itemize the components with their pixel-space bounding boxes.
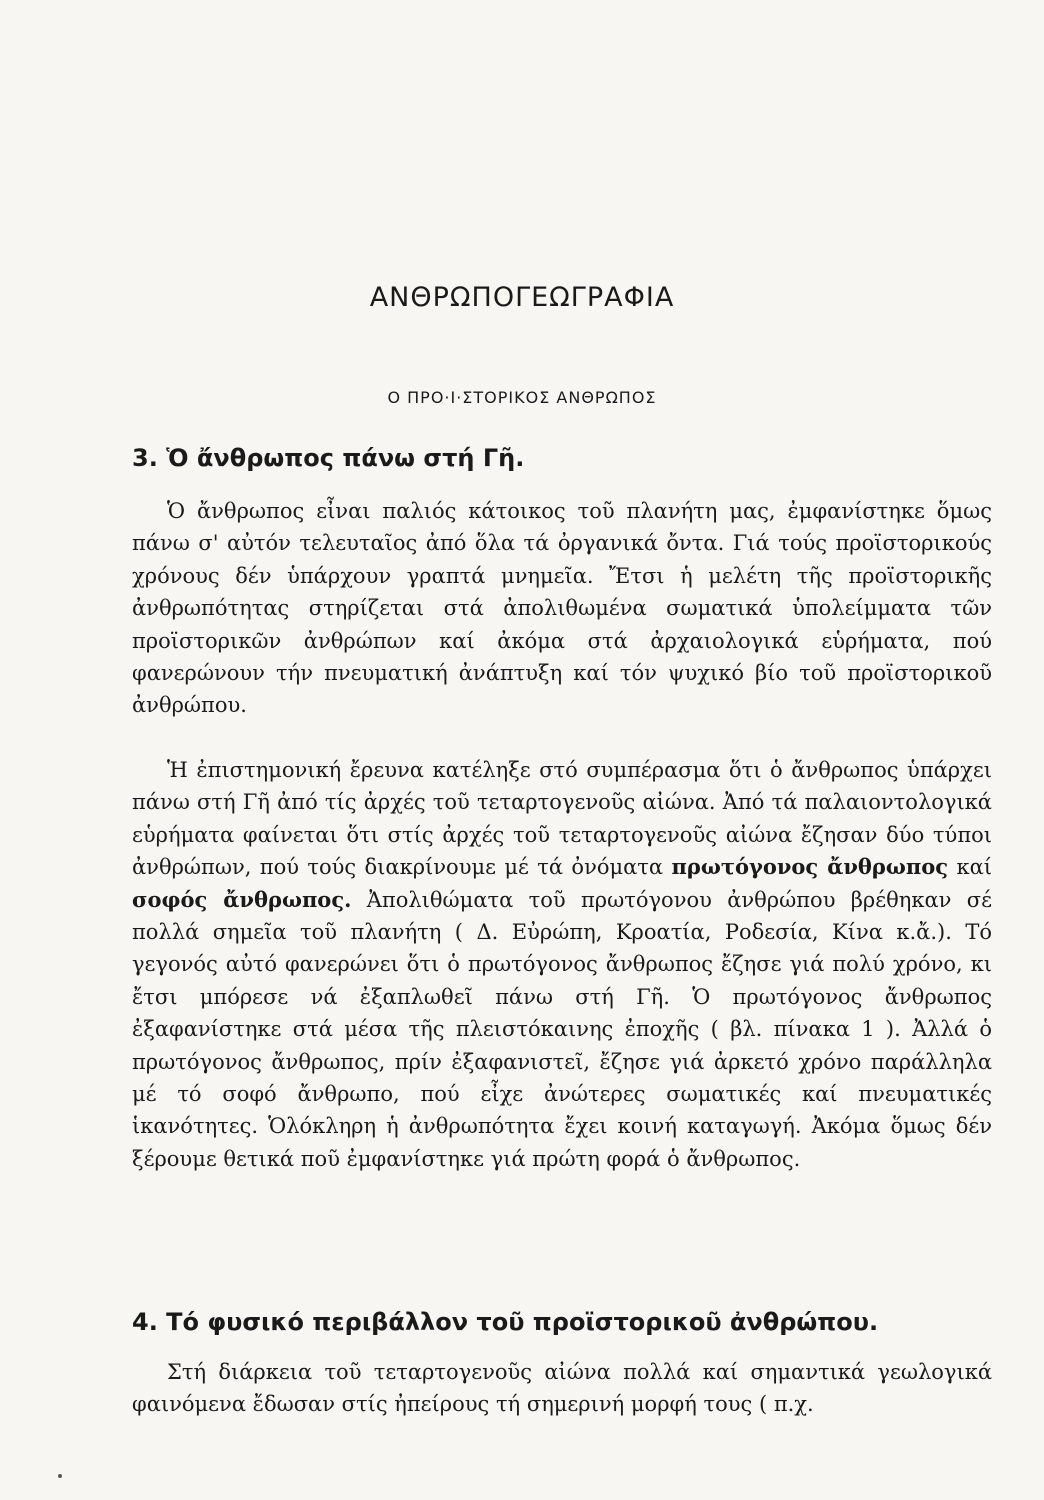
chapter-subtitle: Ο ΠΡΟ·Ι·ΣΤΟΡΙΚΟΣ ΑΝΘΡΩΠΟΣ [387, 388, 657, 407]
section-4-paragraph-1: Στή διάρκεια τοῦ τεταρτογενοῦς αἰώνα πολλά καί σημαντικά γεωλογικά φαινόμενα ἔδωσαν στίς ἠπείρους τή σημερινή μορφή τους ( π.χ. [132, 1360, 992, 1417]
page-title: ΑΝΘΡΩΠΟΓΕΩΓΡΑΦΙΑ [369, 282, 675, 313]
paragraph-2-conjunction: καί [956, 855, 992, 880]
section-3-heading: 3. Ὁ ἄνθρωπος πάνω στή Γῆ. [132, 444, 525, 472]
section-3-paragraph-1: Ὁ ἄνθρωπος εἶναι παλιός κάτοικος τοῦ πλανήτη μας, ἐμφανίστηκε ὅμως πάνω σ' αὐτόν τελευταῖος ἀπό ὅλα τά ὀργανικά ὄντα. Γιά τούς προϊστορικούς χρόνους δέν ὑπάρχουν γραπτά μνημεῖα. Ἔτσι ἡ μελέτη τῆς προϊστορικῆς ἀνθρωπότητας στηρίζεται στά ἀπολιθωμένα σωματικά ὑπολείμματα τῶν προϊστορικῶν ἀνθρώπων καί ἀκόμα στά ἀρχαιολογικά εὑρήματα, πού φανερώνουν τήν πνευματική ἀνάπτυξη καί τόν ψυχικό βίο τοῦ προϊστορικοῦ ἀνθρώπου. [132, 499, 992, 718]
section-3-paragraph-2 [132, 754, 992, 1175]
paragraph-2-text-b: Ἀπολιθώματα τοῦ πρωτόγονου ἀνθρώπου βρέθηκαν σέ πολλά σημεῖα τοῦ πλανήτη ( Δ. Εὐρώπη, Κροατία, Ροδεσία, Κίνα κ.ἄ.). Τό γεγονός αὐτό φανερώνει ὅτι ὁ πρωτόγονος ἄνθρωπος ἔζησε γιά πολύ χρόνο, κι ἔτσι μπόρεσε νά ἐξαπλωθεῖ πάνω στή Γῆ. Ὁ πρωτόγονος ἄνθρωπος ἐξαφανίστηκε στά μέσα τῆς πλειστόκαινης ἐποχῆς ( βλ. πίνακα 1 ). Ἀλλά ὁ πρωτόγονος ἄνθρωπος, πρίν ἐξαφανιστεῖ, ἔζησε γιά ἀρκετό χρόνο παράλληλα μέ τό σοφό ἄνθρωπο, πού εἶχε ἀνώτερες σωματικές καί πνευματικές ἱκανότητες. Ὁλόκληρη ἡ ἀνθρωπότητα ἔχει κοινή καταγωγή. Ἀκόμα ὅμως δέν ξέρουμε θετικά ποῦ ἐμφανίστηκε γιά πρώτη φορά ὁ ἄνθρωπος. [132, 887, 992, 1171]
section-4-heading: 4. Τό φυσικό περιβάλλον τοῦ προϊστορικοῦ ἀνθρώπου. [132, 1308, 879, 1336]
scan-speck [58, 1474, 62, 1478]
term-wise-man: σοφός ἄνθρωπος. [132, 886, 352, 912]
term-primitive-man: πρωτόγονος ἄνθρωπος [671, 854, 949, 880]
paragraph-2-text-a: Ἡ ἐπιστημονική ἔρευνα κατέληξε στό συμπέρασμα ὅτι ὁ ἄνθρωπος ὑπάρχει πάνω στή Γῆ ἀπό τίς ἀρχές τοῦ τεταρτογενοῦς αἰώνα. Ἀπό τά παλαιοντολογικά εὑρήματα φαίνεται ὅτι στίς ἀρχές τοῦ τεταρτογενοῦς αἰώνα ἔζησαν δύο τύποι ἀνθρώπων, πού τούς διακρίνουμε μέ τά ὀνόματα [132, 758, 992, 880]
